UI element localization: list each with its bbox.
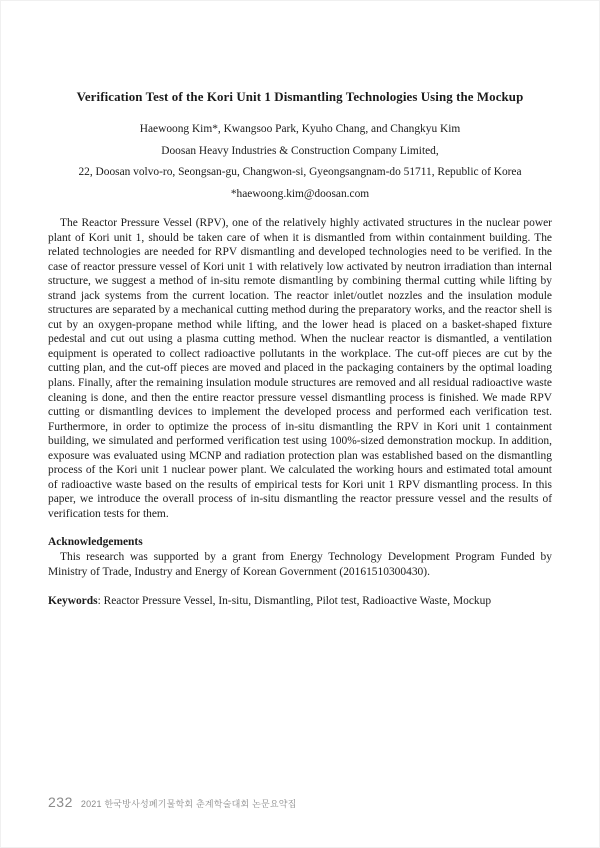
abstract-paragraph: The Reactor Pressure Vessel (RPV), one of the relatively highly activated structures in the nuclear power plant of Kori unit 1, should be taken care of when it is dismantled from within containment building. The related technologies are needed for RPV dismantling and developed technologies need to be verified. In the case of reactor pressure vessel of Kori unit 1 with relatively low activated by neutron irradiation than internal structure, we suggest a method of in-situ remote dismantling by combining thermal cutting while lifting by strand jack systems from the current location. The reactor inlet/outlet nozzles and the insulation module structures are separated by a mechanical cutting method during the preparatory works, and the reactor shell is cut by an oxygen-propane method while lifting, and the lower head is placed on a basket-shaped fixture pedestal and cut out using a plasma cutting method. When the nuclear reactor is dismantled, a ventilation equipment is operated to collect radioactive pollutants in the workplace. The cut-off pieces are cut by the cutting plan, and the cut-off pieces are moved and placed in the packaging containers by the optimal loading plans. Finally, after the remaining insulation module structures are removed and all residual radioactive waste cleaning is done, and then the entire reactor pressure vessel dismantling process is finished. We made RPV cutting or dismantling devices to implement the developed process and performed each verification test. Furthermore, in order to optimize the process of in-situ dismantling the RPV in Kori unit 1 containment building, we simulated and performed verification test using 100%-sized demonstration mockup. In addition, exposure was evaluated using MCNP and radiation protection plan was established based on the dismantling process of the Kori unit 1 nuclear power plant. We calculated the working hours and estimated total amount of radioactive waste based on the results of empirical tests for Kori unit 1 RPV dismantling process. In this paper, we introduce the overall process of in-situ dismantling the reactor pressure vessel and the results of verification tests for them. [48,217,552,520]
page-footer [48,794,297,810]
page-number: 232 [48,794,73,810]
paper-title: Verification Test of the Kori Unit 1 Dismantling Technologies Using the Mockup [76,90,524,104]
address-line: 22, Doosan volvo-ro, Seongsan-gu, Changwon-si, Gyeongsangnam-do 51711, Republic of Korea [78,166,522,178]
keywords-label: Keywords [48,594,98,607]
keywords-list: : Reactor Pressure Vessel, In-situ, Dismantling, Pilot test, Radioactive Waste, Mockup [97,594,492,607]
page-content [48,1,552,608]
keywords-line [48,594,552,609]
proceedings-title: 2021 한국방사성폐기물학회 춘계학술대회 논문요약집 [80,799,297,809]
author-block [48,119,552,205]
corresponding-email: *haewoong.kim@doosan.com [230,187,370,200]
affiliation-line: Doosan Heavy Industries & Construction Company Limited, [161,144,439,157]
authors-line: Haewoong Kim*, Kwangsoo Park, Kyuho Chang, and Changkyu Kim [139,123,461,135]
acknowledgements-heading: Acknowledgements [48,536,143,549]
acknowledgements-paragraph: This research was supported by a grant from Energy Technology Development Program Funded by Ministry of Trade, Industry and Energy of Korean Government (20161510300430). [48,551,552,578]
